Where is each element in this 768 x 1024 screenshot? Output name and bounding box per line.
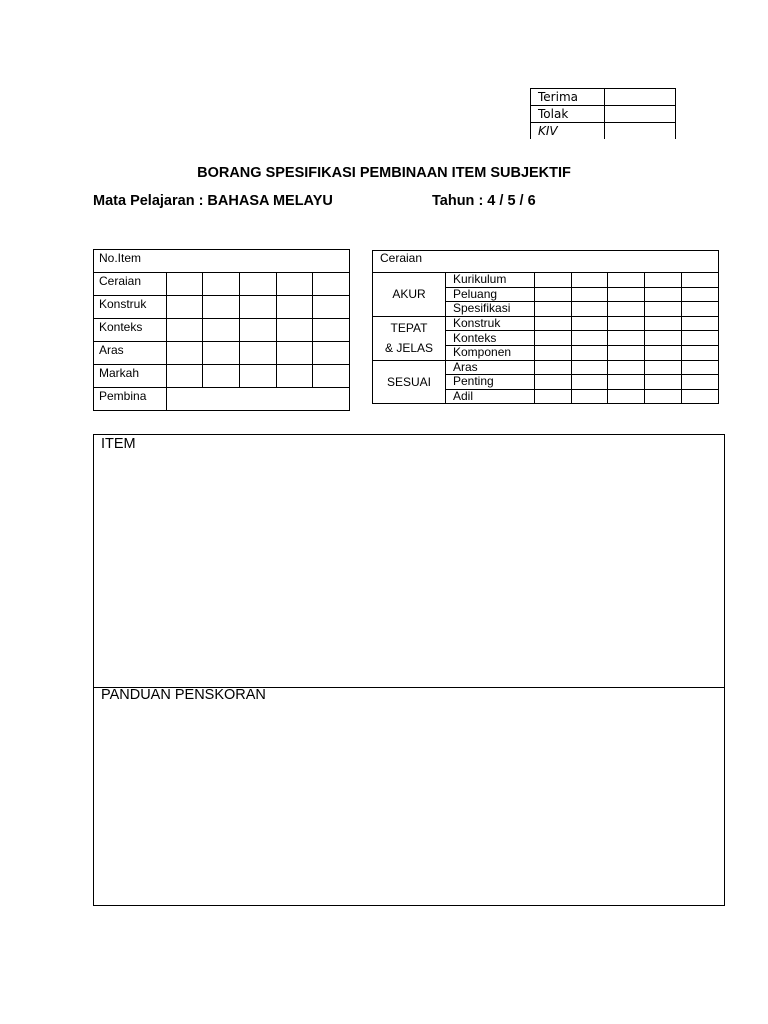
info-cell[interactable] — [203, 342, 240, 365]
criterion-cell[interactable] — [645, 389, 682, 404]
status-row-kiv — [531, 123, 676, 140]
info-cell[interactable] — [203, 319, 240, 342]
criterion-cell[interactable] — [535, 389, 572, 404]
group-akur: AKUR — [373, 273, 446, 317]
criterion-cell[interactable] — [682, 389, 719, 404]
info-cell[interactable] — [167, 342, 203, 365]
criterion-cell[interactable] — [572, 375, 608, 390]
subject-line: Mata Pelajaran : BAHASA MELAYU — [93, 193, 333, 209]
info-cell[interactable] — [313, 342, 350, 365]
info-cell[interactable] — [313, 273, 350, 296]
criterion-cell[interactable] — [535, 287, 572, 302]
scoring-guide-label: PANDUAN PENSKORAN — [101, 687, 266, 703]
info-cell[interactable] — [277, 342, 313, 365]
criterion-cell[interactable] — [608, 273, 645, 288]
info-cell[interactable] — [167, 273, 203, 296]
criterion-cell[interactable] — [682, 345, 719, 360]
criterion-cell[interactable] — [572, 360, 608, 375]
criterion-cell[interactable] — [645, 331, 682, 346]
scoring-guide-box[interactable] — [93, 686, 725, 906]
criteria-row — [373, 360, 719, 375]
info-cell[interactable] — [277, 273, 313, 296]
criterion-cell[interactable] — [645, 273, 682, 288]
group-label-line: TEPAT — [390, 321, 428, 336]
criterion-cell[interactable] — [608, 287, 645, 302]
criterion-label: Aras — [446, 360, 535, 375]
criterion-cell[interactable] — [572, 316, 608, 331]
criterion-label: Komponen — [446, 345, 535, 360]
criterion-cell[interactable] — [535, 360, 572, 375]
item-info-table — [93, 249, 350, 411]
info-cell[interactable] — [240, 273, 277, 296]
criterion-cell[interactable] — [572, 287, 608, 302]
criterion-cell[interactable] — [608, 331, 645, 346]
criterion-cell[interactable] — [572, 302, 608, 317]
criterion-cell[interactable] — [572, 273, 608, 288]
criterion-cell[interactable] — [535, 273, 572, 288]
criteria-table — [372, 250, 719, 404]
info-row-aras — [94, 342, 350, 365]
info-label: Markah — [94, 365, 167, 388]
info-row-no-item — [94, 250, 350, 273]
status-cell[interactable] — [605, 106, 676, 123]
info-cell[interactable] — [203, 296, 240, 319]
criterion-cell[interactable] — [572, 345, 608, 360]
group-sesuai: SESUAI — [373, 360, 446, 404]
info-label: No.Item — [94, 250, 350, 273]
info-cell[interactable] — [240, 319, 277, 342]
info-cell[interactable] — [277, 319, 313, 342]
criterion-label: Adil — [446, 389, 535, 404]
info-cell[interactable] — [240, 296, 277, 319]
info-label: Ceraian — [94, 273, 167, 296]
criterion-cell[interactable] — [682, 287, 719, 302]
status-cell[interactable] — [605, 123, 676, 140]
status-cell[interactable] — [605, 89, 676, 106]
status-label: Tolak — [531, 106, 605, 123]
criterion-cell[interactable] — [608, 316, 645, 331]
status-label: Terima — [531, 89, 605, 106]
year-line: Tahun : 4 / 5 / 6 — [432, 193, 536, 209]
pembina-cell[interactable] — [167, 388, 350, 411]
criterion-cell[interactable] — [645, 345, 682, 360]
info-label: Konteks — [94, 319, 167, 342]
criterion-label: Konstruk — [446, 316, 535, 331]
criteria-header: Ceraian — [373, 251, 719, 273]
criterion-cell[interactable] — [645, 287, 682, 302]
criterion-cell[interactable] — [682, 375, 719, 390]
info-cell[interactable] — [167, 365, 203, 388]
group-tepat-jelas — [373, 316, 446, 360]
criterion-cell[interactable] — [535, 302, 572, 317]
info-cell[interactable] — [313, 296, 350, 319]
criterion-cell[interactable] — [682, 273, 719, 288]
criteria-header-row — [373, 251, 719, 273]
criterion-label: Peluang — [446, 287, 535, 302]
group-label-line: & JELAS — [384, 341, 434, 356]
criteria-row — [373, 316, 719, 331]
criterion-cell[interactable] — [682, 331, 719, 346]
criterion-cell[interactable] — [608, 345, 645, 360]
info-cell[interactable] — [277, 365, 313, 388]
criterion-cell[interactable] — [535, 316, 572, 331]
info-label: Pembina — [94, 388, 167, 411]
status-row-terima — [531, 89, 676, 106]
info-cell[interactable] — [167, 319, 203, 342]
criterion-label: Konteks — [446, 331, 535, 346]
criterion-cell[interactable] — [645, 375, 682, 390]
criterion-cell[interactable] — [535, 331, 572, 346]
status-table — [530, 88, 676, 139]
info-cell[interactable] — [277, 296, 313, 319]
criterion-cell[interactable] — [608, 360, 645, 375]
info-cell[interactable] — [240, 342, 277, 365]
status-label: KIV — [531, 123, 605, 140]
info-row-pembina — [94, 388, 350, 411]
info-cell[interactable] — [240, 365, 277, 388]
info-cell[interactable] — [203, 273, 240, 296]
info-cell[interactable] — [203, 365, 240, 388]
criterion-cell[interactable] — [645, 316, 682, 331]
criterion-label: Penting — [446, 375, 535, 390]
info-cell[interactable] — [313, 365, 350, 388]
item-label: ITEM — [101, 436, 136, 452]
criterion-cell[interactable] — [682, 316, 719, 331]
criterion-cell[interactable] — [608, 389, 645, 404]
form-title: BORANG SPESIFIKASI PEMBINAAN ITEM SUBJEKTIF — [197, 165, 571, 181]
criterion-label: Spesifikasi — [446, 302, 535, 317]
criteria-row — [373, 273, 719, 288]
criterion-cell[interactable] — [682, 302, 719, 317]
info-row-konstruk — [94, 296, 350, 319]
criterion-cell[interactable] — [682, 360, 719, 375]
info-row-konteks — [94, 319, 350, 342]
criterion-label: Kurikulum — [446, 273, 535, 288]
info-cell[interactable] — [313, 319, 350, 342]
criterion-cell[interactable] — [535, 375, 572, 390]
status-row-tolak — [531, 106, 676, 123]
criterion-cell[interactable] — [645, 360, 682, 375]
criterion-cell[interactable] — [535, 345, 572, 360]
criterion-cell[interactable] — [572, 389, 608, 404]
info-row-markah — [94, 365, 350, 388]
criterion-cell[interactable] — [608, 302, 645, 317]
info-cell[interactable] — [167, 296, 203, 319]
item-box[interactable] — [93, 434, 725, 688]
info-label: Aras — [94, 342, 167, 365]
criterion-cell[interactable] — [645, 302, 682, 317]
info-label: Konstruk — [94, 296, 167, 319]
criterion-cell[interactable] — [572, 331, 608, 346]
info-row-ceraian — [94, 273, 350, 296]
criterion-cell[interactable] — [608, 375, 645, 390]
